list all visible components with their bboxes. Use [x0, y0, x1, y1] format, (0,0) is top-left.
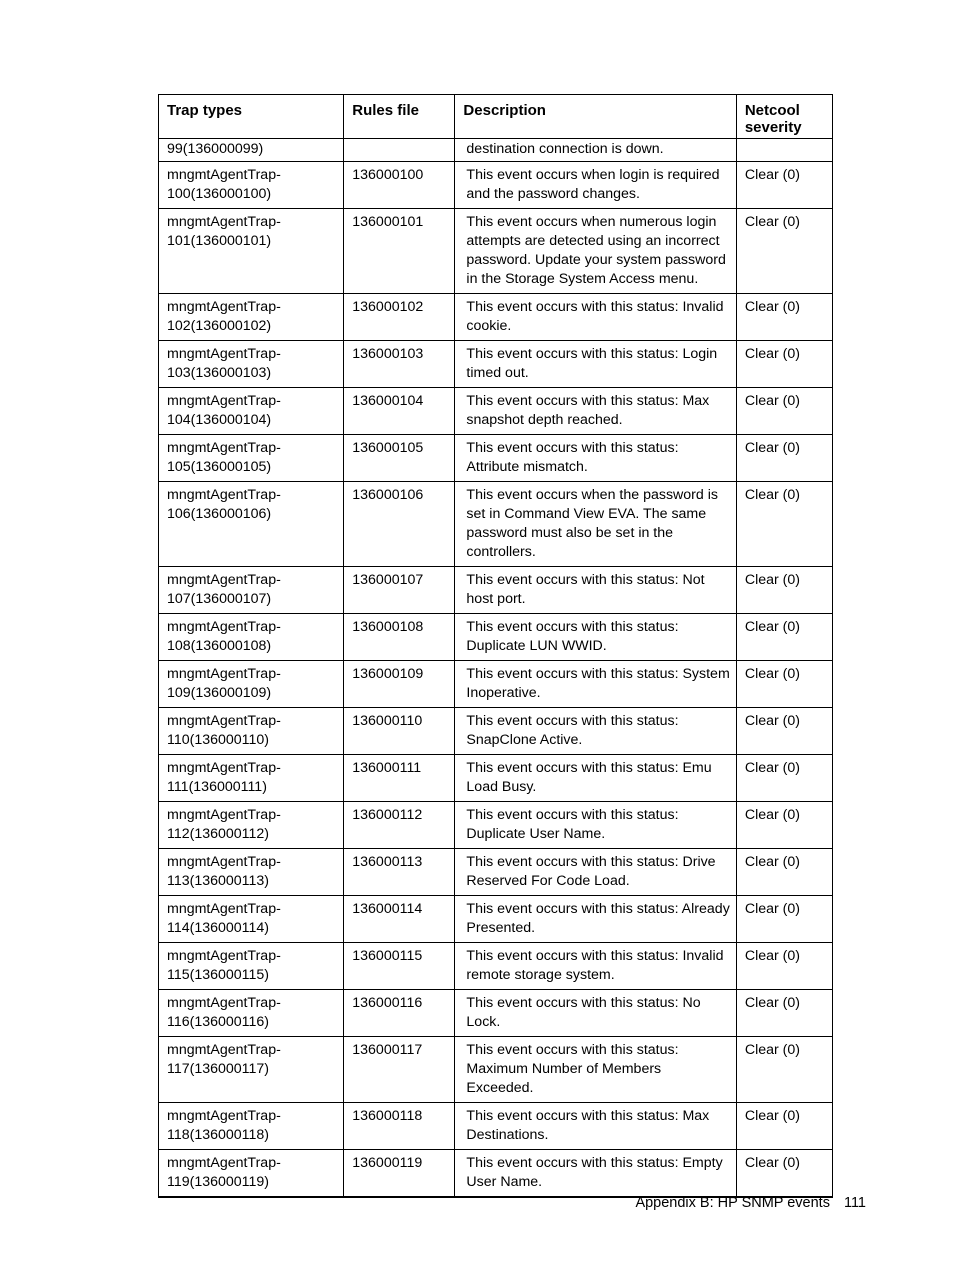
netcool-severity-cell: Clear (0)	[736, 1037, 832, 1103]
description-cell: This event occurs when the password is set in Command View EVA. The same password must also be set in the controllers.	[455, 482, 736, 567]
description-cell: This event occurs with this status: Not host port.	[455, 567, 736, 614]
header-netcool-severity: Netcool severity	[736, 95, 832, 139]
table-row	[159, 482, 833, 567]
rules-file-cell: 136000105	[344, 435, 455, 482]
netcool-severity-cell: Clear (0)	[736, 849, 832, 896]
table-row	[159, 1037, 833, 1103]
table-row	[159, 209, 833, 294]
table-row	[159, 849, 833, 896]
netcool-severity-cell: Clear (0)	[736, 990, 832, 1037]
rules-file-cell: 136000118	[344, 1103, 455, 1150]
footer-section-title: Appendix B: HP SNMP events	[635, 1195, 830, 1211]
description-cell: This event occurs with this status: Attribute mismatch.	[455, 435, 736, 482]
netcool-severity-cell: Clear (0)	[736, 294, 832, 341]
netcool-severity-cell: Clear (0)	[736, 1103, 832, 1150]
netcool-severity-cell: Clear (0)	[736, 567, 832, 614]
table-row	[159, 990, 833, 1037]
description-cell: This event occurs with this status: SnapClone Active.	[455, 708, 736, 755]
rules-file-cell: 136000114	[344, 896, 455, 943]
trap-type-cell: mngmtAgentTrap- 101(136000101)	[159, 209, 344, 294]
trap-type-cell: mngmtAgentTrap- 119(136000119)	[159, 1150, 344, 1198]
netcool-severity-cell: Clear (0)	[736, 162, 832, 209]
trap-type-cell: mngmtAgentTrap- 102(136000102)	[159, 294, 344, 341]
table-row	[159, 614, 833, 661]
description-cell: This event occurs with this status: Duplicate User Name.	[455, 802, 736, 849]
description-cell: This event occurs with this status: Invalid remote storage system.	[455, 943, 736, 990]
table-row	[159, 802, 833, 849]
trap-type-cell: mngmtAgentTrap- 106(136000106)	[159, 482, 344, 567]
rules-file-cell: 136000104	[344, 388, 455, 435]
rules-file-cell: 136000100	[344, 162, 455, 209]
rules-file-cell: 136000116	[344, 990, 455, 1037]
description-cell: This event occurs with this status: Max snapshot depth reached.	[455, 388, 736, 435]
rules-file-cell: 136000102	[344, 294, 455, 341]
trap-type-cell: mngmtAgentTrap- 112(136000112)	[159, 802, 344, 849]
trap-type-cell: mngmtAgentTrap- 113(136000113)	[159, 849, 344, 896]
description-cell: This event occurs with this status: Login timed out.	[455, 341, 736, 388]
table-row	[159, 896, 833, 943]
description-cell: This event occurs when login is required and the password changes.	[455, 162, 736, 209]
trap-type-cell: mngmtAgentTrap- 105(136000105)	[159, 435, 344, 482]
table-row	[159, 139, 833, 162]
rules-file-cell: 136000103	[344, 341, 455, 388]
rules-file-cell: 136000110	[344, 708, 455, 755]
table-row	[159, 755, 833, 802]
header-description: Description	[455, 95, 736, 139]
netcool-severity-cell: Clear (0)	[736, 482, 832, 567]
netcool-severity-cell: Clear (0)	[736, 755, 832, 802]
page-footer	[635, 1195, 866, 1211]
header-rules-file: Rules file	[344, 95, 455, 139]
page-number: 111	[843, 1195, 866, 1211]
trap-type-cell: mngmtAgentTrap- 110(136000110)	[159, 708, 344, 755]
trap-events-table	[158, 94, 833, 1198]
trap-type-cell: mngmtAgentTrap- 116(136000116)	[159, 990, 344, 1037]
table-body	[159, 139, 833, 1198]
table-row	[159, 567, 833, 614]
trap-type-cell: mngmtAgentTrap- 107(136000107)	[159, 567, 344, 614]
rules-file-cell	[344, 139, 455, 162]
description-cell: This event occurs with this status: Drive Reserved For Code Load.	[455, 849, 736, 896]
table-row	[159, 294, 833, 341]
table-row	[159, 162, 833, 209]
description-cell: This event occurs with this status: Emu Load Busy.	[455, 755, 736, 802]
rules-file-cell: 136000119	[344, 1150, 455, 1198]
table-row	[159, 388, 833, 435]
rules-file-cell: 136000112	[344, 802, 455, 849]
table-row	[159, 1103, 833, 1150]
description-cell: This event occurs with this status: Invalid cookie.	[455, 294, 736, 341]
description-cell: This event occurs with this status: Max Destinations.	[455, 1103, 736, 1150]
netcool-severity-cell: Clear (0)	[736, 614, 832, 661]
trap-type-cell: mngmtAgentTrap- 109(136000109)	[159, 661, 344, 708]
rules-file-cell: 136000108	[344, 614, 455, 661]
trap-type-cell: mngmtAgentTrap- 100(136000100)	[159, 162, 344, 209]
netcool-severity-cell: Clear (0)	[736, 661, 832, 708]
table-header-row	[159, 95, 833, 139]
trap-type-cell: mngmtAgentTrap- 108(136000108)	[159, 614, 344, 661]
table-row	[159, 661, 833, 708]
trap-type-cell: mngmtAgentTrap- 115(136000115)	[159, 943, 344, 990]
netcool-severity-cell: Clear (0)	[736, 388, 832, 435]
rules-file-cell: 136000101	[344, 209, 455, 294]
table-row	[159, 1150, 833, 1198]
trap-type-cell: 99(136000099)	[159, 139, 344, 162]
table-row	[159, 341, 833, 388]
trap-type-cell: mngmtAgentTrap- 114(136000114)	[159, 896, 344, 943]
rules-file-cell: 136000115	[344, 943, 455, 990]
description-cell: This event occurs when numerous login attempts are detected using an incorrect password. Update your system password in the Storage System Access menu.	[455, 209, 736, 294]
description-cell: This event occurs with this status: No Lock.	[455, 990, 736, 1037]
rules-file-cell: 136000106	[344, 482, 455, 567]
netcool-severity-cell: Clear (0)	[736, 1150, 832, 1198]
table-row	[159, 943, 833, 990]
description-cell: This event occurs with this status: Duplicate LUN WWID.	[455, 614, 736, 661]
rules-file-cell: 136000109	[344, 661, 455, 708]
netcool-severity-cell: Clear (0)	[736, 896, 832, 943]
netcool-severity-cell: Clear (0)	[736, 802, 832, 849]
trap-type-cell: mngmtAgentTrap- 118(136000118)	[159, 1103, 344, 1150]
rules-file-cell: 136000111	[344, 755, 455, 802]
netcool-severity-cell: Clear (0)	[736, 209, 832, 294]
header-trap-types: Trap types	[159, 95, 344, 139]
rules-file-cell: 136000107	[344, 567, 455, 614]
description-cell: This event occurs with this status: Empty User Name.	[455, 1150, 736, 1198]
description-cell: destination connection is down.	[455, 139, 736, 162]
netcool-severity-cell: Clear (0)	[736, 943, 832, 990]
rules-file-cell: 136000113	[344, 849, 455, 896]
description-cell: This event occurs with this status: Maximum Number of Members Exceeded.	[455, 1037, 736, 1103]
netcool-severity-cell: Clear (0)	[736, 435, 832, 482]
trap-type-cell: mngmtAgentTrap- 104(136000104)	[159, 388, 344, 435]
table-row	[159, 708, 833, 755]
description-cell: This event occurs with this status: System Inoperative.	[455, 661, 736, 708]
trap-type-cell: mngmtAgentTrap- 111(136000111)	[159, 755, 344, 802]
description-cell: This event occurs with this status: Already Presented.	[455, 896, 736, 943]
netcool-severity-cell	[736, 139, 832, 162]
rules-file-cell: 136000117	[344, 1037, 455, 1103]
netcool-severity-cell: Clear (0)	[736, 708, 832, 755]
trap-type-cell: mngmtAgentTrap- 103(136000103)	[159, 341, 344, 388]
netcool-severity-cell: Clear (0)	[736, 341, 832, 388]
table-row	[159, 435, 833, 482]
trap-type-cell: mngmtAgentTrap- 117(136000117)	[159, 1037, 344, 1103]
